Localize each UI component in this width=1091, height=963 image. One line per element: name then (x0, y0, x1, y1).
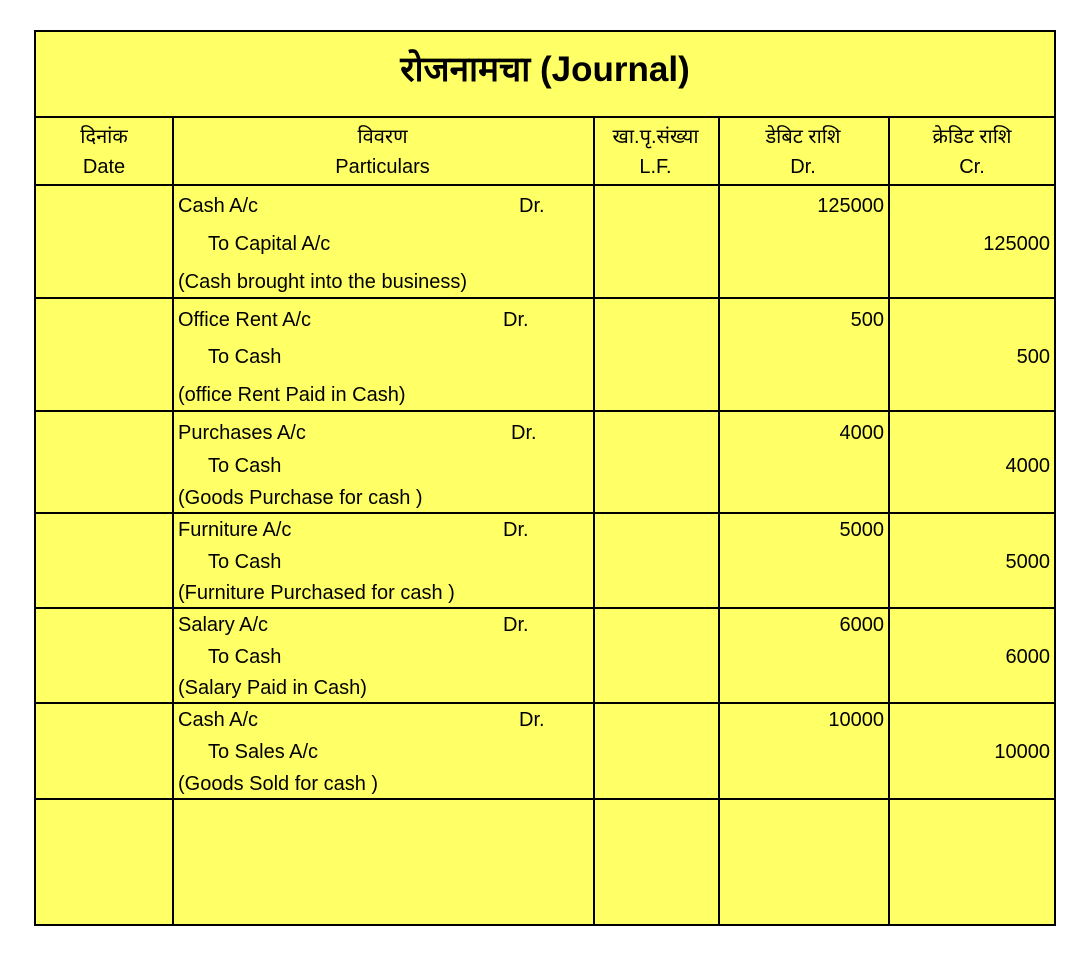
dr-marker: Dr. (519, 709, 545, 731)
debit-amount: 6000 (839, 614, 884, 636)
debit-amount: 5000 (839, 519, 884, 541)
column-divider (888, 118, 890, 924)
header-date-english: Date (82, 156, 126, 178)
row-divider (36, 410, 1054, 412)
row-divider (36, 607, 1054, 609)
header-debit-english: Dr. (790, 156, 816, 178)
debit-amount: 500 (850, 309, 884, 331)
header-debit-hindi: डेबिट राशि (765, 126, 841, 148)
header-particulars-hindi: विवरण (357, 126, 408, 148)
dr-marker: Dr. (519, 195, 545, 217)
credit-amount: 4000 (1005, 455, 1050, 477)
debit-amount: 10000 (828, 709, 884, 731)
header-lf-hindi: खा.पृ.संख्या (612, 126, 699, 148)
credit-amount: 125000 (983, 233, 1050, 255)
column-divider (593, 118, 595, 924)
debit-account: Salary A/c (178, 614, 269, 636)
debit-amount: 4000 (839, 422, 884, 444)
row-divider (36, 702, 1054, 704)
journal-title: रोजनामचा (Journal) (36, 32, 1054, 118)
dr-marker: Dr. (503, 309, 529, 331)
column-divider (172, 118, 174, 924)
dr-marker: Dr. (511, 422, 537, 444)
dr-marker: Dr. (503, 614, 529, 636)
credit-account: To Capital A/c (208, 233, 331, 255)
credit-amount: 10000 (994, 741, 1050, 763)
header-lf (593, 122, 718, 182)
header-lf-english: L.F. (639, 156, 672, 178)
header-date (36, 122, 172, 182)
dr-marker: Dr. (503, 519, 529, 541)
credit-account: To Cash (208, 346, 282, 368)
credit-amount: 500 (1016, 346, 1050, 368)
row-divider (36, 297, 1054, 299)
header-credit-english: Cr. (959, 156, 985, 178)
debit-account: Cash A/c (178, 195, 259, 217)
credit-amount: 6000 (1005, 646, 1050, 668)
narration: (Salary Paid in Cash) (178, 677, 367, 699)
debit-account: Furniture A/c (178, 519, 292, 541)
debit-account: Cash A/c (178, 709, 259, 731)
column-divider (718, 118, 720, 924)
credit-amount: 5000 (1005, 551, 1050, 573)
row-divider (36, 184, 1054, 186)
header-date-hindi: दिनांक (80, 126, 128, 148)
header-debit (718, 122, 888, 182)
narration: (Goods Purchase for cash ) (178, 487, 423, 509)
narration: (Cash brought into the business) (178, 271, 468, 293)
narration: (office Rent Paid in Cash) (178, 384, 406, 406)
journal-table (34, 30, 1056, 926)
credit-account: To Cash (208, 551, 282, 573)
header-credit (888, 122, 1056, 182)
header-particulars-english: Particulars (335, 156, 430, 178)
header-particulars (172, 122, 593, 182)
header-credit-hindi: क्रेडिट राशि (932, 126, 1012, 148)
narration: (Goods Sold for cash ) (178, 773, 379, 795)
credit-account: To Sales A/c (208, 741, 319, 763)
debit-account: Purchases A/c (178, 422, 306, 444)
narration: (Furniture Purchased for cash ) (178, 582, 455, 604)
row-divider (36, 512, 1054, 514)
credit-account: To Cash (208, 646, 282, 668)
debit-account: Office Rent A/c (178, 309, 312, 331)
row-divider (36, 798, 1054, 800)
credit-account: To Cash (208, 455, 282, 477)
debit-amount: 125000 (817, 195, 884, 217)
